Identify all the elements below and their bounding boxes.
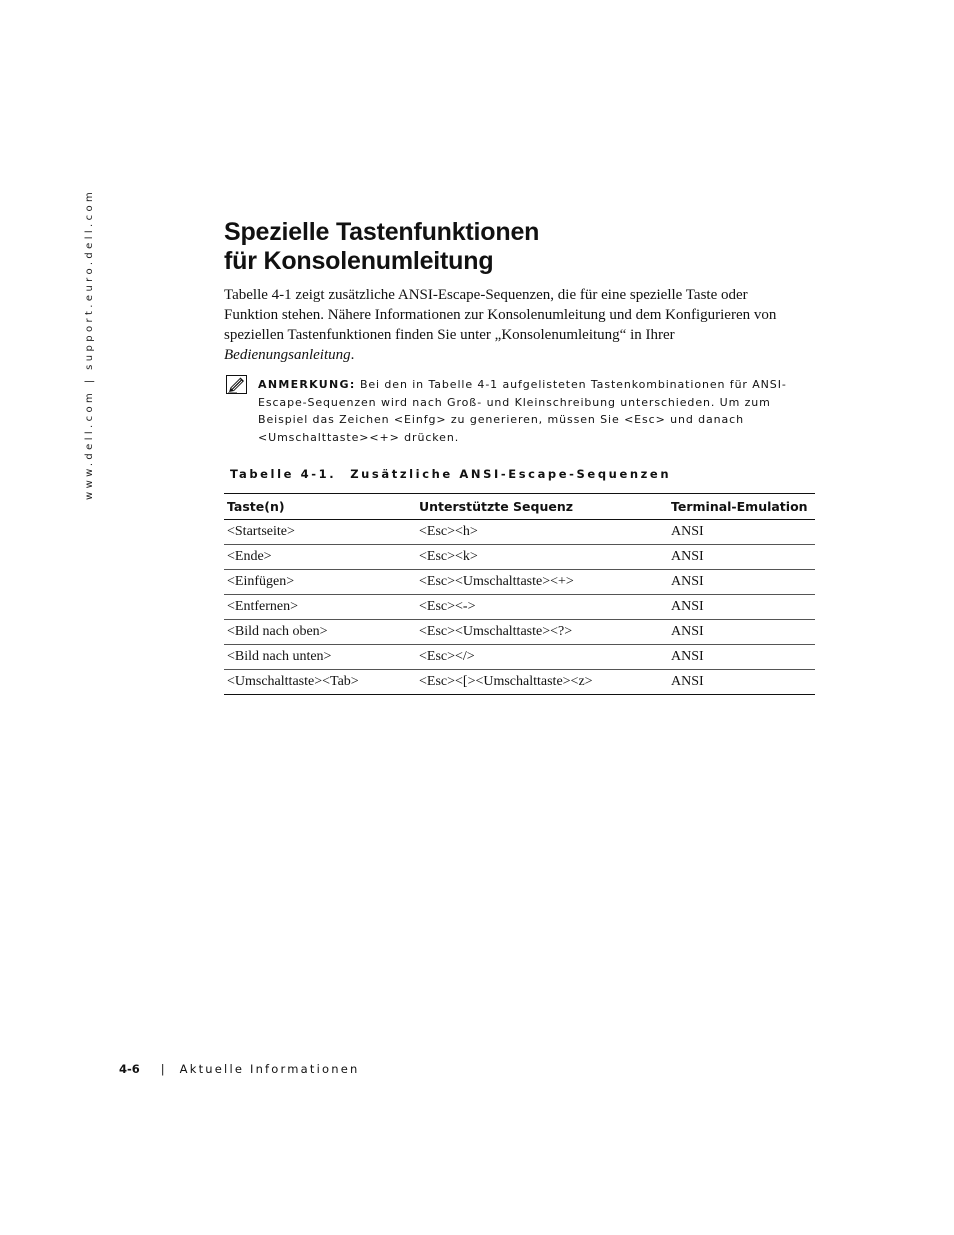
header-keys: Taste(n) [224,494,416,520]
cell-sequence: <Esc><h> [416,520,668,545]
cell-emulation: ANSI [668,545,815,570]
page-title [224,218,539,276]
side-url-text: www.dell.com | support.euro.dell.com [84,188,95,500]
page-title-line-1: Spezielle Tastenfunktionen [224,218,540,246]
intro-paragraph [224,285,804,365]
table-caption [230,467,671,481]
intro-emphasis: Bedienungsanleitung [224,347,351,363]
table-caption-title: Zusätzliche ANSI-Escape-Sequenzen [350,467,672,481]
pencil-note-icon [226,375,247,394]
cell-keys: <Bild nach oben> [224,620,416,645]
cell-emulation: ANSI [668,620,815,645]
section-name: Aktuelle Informationen [179,1062,360,1076]
page-number: 4-6 [119,1062,140,1076]
escape-sequence-table [224,493,815,695]
cell-keys: <Ende> [224,545,416,570]
cell-sequence: <Esc><-> [416,595,668,620]
page-title-line-2: für Konsolenumleitung [224,247,494,275]
intro-end: . [350,347,355,363]
cell-keys: <Bild nach unten> [224,645,416,670]
table-header-row [224,494,815,520]
intro-text: Tabelle 4-1 zeigt zusätzliche ANSI-Escape-Sequenzen, die für eine spezielle Taste oder Funktion stehen. Nähere Informationen zur Konsolenumleitung und dem Konfigurieren von speziellen Tastenfunktionen finden Sie unter „Konsolenumleitung“ in Ihrer [224,287,777,343]
cell-keys: <Startseite> [224,520,416,545]
cell-emulation: ANSI [668,670,815,695]
table-row [224,545,815,570]
cell-keys: <Einfügen> [224,570,416,595]
note-text: Bei den in Tabelle 4-1 aufgelisteten Tastenkombinationen für ANSI-Escape-Sequenzen wird nach Groß- und Kleinschreibung unterschieden. Um zum Beispiel das Zeichen <Einfg> zu generieren, müssen Sie <Esc> und danach <Umschalttaste><+> drücken. [258,378,787,444]
table-row [224,645,815,670]
cell-sequence: <Esc><Umschalttaste><?> [416,620,668,645]
table-row [224,520,815,545]
cell-emulation: ANSI [668,570,815,595]
footer-separator: | [160,1062,165,1076]
note-label: ANMERKUNG: [258,378,356,391]
cell-keys: <Entfernen> [224,595,416,620]
header-sequence: Unterstützte Sequenz [416,494,668,520]
cell-emulation: ANSI [668,595,815,620]
table-caption-number: Tabelle 4-1. [230,467,337,481]
cell-sequence: <Esc><k> [416,545,668,570]
cell-sequence: <Esc></> [416,645,668,670]
table-row [224,670,815,695]
header-emulation: Terminal-Emulation [668,494,815,520]
cell-emulation: ANSI [668,520,815,545]
page-footer [119,1062,360,1076]
cell-sequence: <Esc><Umschalttaste><+> [416,570,668,595]
cell-keys: <Umschalttaste><Tab> [224,670,416,695]
cell-sequence: <Esc><[><Umschalttaste><z> [416,670,668,695]
table-row [224,595,815,620]
table-row [224,620,815,645]
note-paragraph [258,376,814,446]
cell-emulation: ANSI [668,645,815,670]
table-row [224,570,815,595]
